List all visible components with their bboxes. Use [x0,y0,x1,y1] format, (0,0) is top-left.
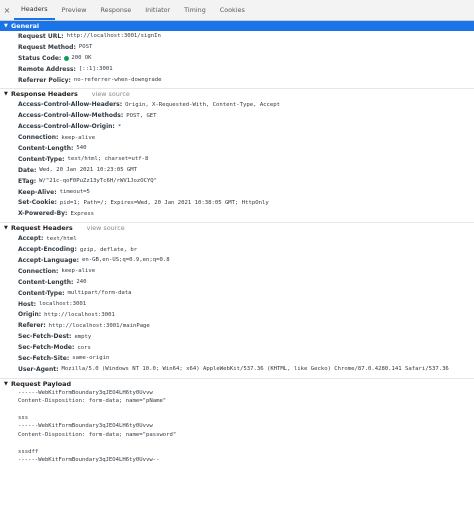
header-value: Wed, 20 Jan 2021 10:23:05 GMT [39,167,138,174]
general-row [0,64,474,75]
general-row [0,31,474,42]
header-row [0,99,474,110]
header-key: Sec-Fetch-Mode: [18,344,75,352]
header-value: cors [77,344,91,351]
header-row [0,299,474,310]
header-value: * [117,123,122,130]
header-value: multipart/form-data [67,290,132,297]
header-value: [::1]:3001 [78,66,113,73]
general-row [0,53,474,64]
payload-line: sss [18,415,29,421]
header-value: http://localhost:3001 [44,311,115,318]
header-value: POST [78,44,93,51]
header-key: Request URL: [18,32,64,40]
payload-line: Content-Disposition: form-data; name="password" [18,431,177,438]
request-headers-section [0,223,474,379]
header-row [0,244,474,255]
close-icon[interactable]: × [3,5,11,15]
payload-line: sssdff [18,448,39,455]
general-row [0,75,474,86]
request-headers-header[interactable] [0,223,474,233]
payload-body [0,389,474,465]
header-value: empty [74,333,92,340]
tab-timing[interactable]: Timing [184,6,206,14]
header-value: same-origin [72,355,110,362]
expand-triangle-icon: ▼ [4,23,8,29]
header-row [0,176,474,187]
header-value: text/html; charset=utf-8 [67,156,149,163]
view-source-link[interactable]: view source [91,90,130,99]
payload-line: Content-Disposition: form-data; name="pName" [18,398,167,405]
header-key: Sec-Fetch-Dest: [18,333,72,341]
header-row [0,110,474,121]
view-source-link[interactable]: view source [86,224,125,233]
header-key: Accept: [18,235,44,243]
header-key: Referer: [18,322,46,330]
header-row [0,364,474,375]
header-value: pid=1; Path=/; Expires=Wed, 20 Jan 2021 10:38:05 GMT; HttpOnly [59,199,269,206]
payload-line: ------WebKitFormBoundary3qJEO4LH6ty0Uvvw [18,423,153,430]
response-headers-header[interactable] [0,89,474,99]
tab-response[interactable]: Response [100,6,132,14]
header-key: Connection: [18,134,59,142]
general-section-header[interactable] [0,21,474,31]
header-value: text/html [46,235,77,242]
header-row [0,266,474,277]
header-key: Access-Control-Allow-Methods: [18,112,124,120]
header-key: Content-Length: [18,278,74,286]
header-value: en-GB,en-US;q=0.9,en;q=0.8 [82,257,170,264]
header-row [0,154,474,165]
header-key: Content-Type: [18,289,65,297]
header-row [0,233,474,244]
header-row [0,197,474,208]
tab-preview[interactable]: Preview [61,6,87,14]
header-key: X-Powered-By: [18,210,68,218]
header-row [0,165,474,176]
header-key: Date: [18,166,37,174]
tab-headers[interactable]: Headers [14,0,55,20]
expand-triangle-icon: ▼ [4,380,8,387]
expand-triangle-icon: ▼ [4,225,8,232]
header-value: POST, GET [126,112,157,119]
header-row [0,143,474,154]
header-key: Content-Length: [18,144,74,152]
general-section-title: General [11,22,40,30]
header-row [0,320,474,331]
payload-line [18,406,474,414]
general-row [0,42,474,53]
header-key: Content-Type: [18,155,65,163]
header-row [0,309,474,320]
header-value: 200 OK [71,55,92,62]
request-payload-title: Request Payload [11,379,72,388]
payload-line [18,439,474,447]
expand-triangle-icon: ▼ [4,91,8,98]
header-key: Remote Address: [18,65,76,73]
header-row [0,353,474,364]
request-headers-title: Request Headers [11,224,73,233]
header-key: Referrer Policy: [18,76,71,84]
header-key: Sec-Fetch-Site: [18,354,70,362]
header-key: Accept-Language: [18,256,80,264]
header-row [0,121,474,132]
header-row [0,187,474,198]
header-value: keep-alive [61,134,96,141]
payload-line: ------WebKitFormBoundary3qJEO4LH6ty0Uvvw-- [18,456,160,463]
header-row [0,288,474,299]
header-key: Status Code: [18,54,62,62]
header-row [0,331,474,342]
header-value: timeout=5 [59,189,90,196]
header-value: Origin, X-Requested-With, Content-Type, Accept [125,101,281,108]
request-payload-header[interactable] [0,379,474,389]
header-value: 240 [76,279,87,286]
header-key: Connection: [18,267,59,275]
header-key: Keep-Alive: [18,188,57,196]
header-value: W/"21c-qoF0PuZz13yTc6H/rWV1JozOCYQ" [39,178,158,185]
header-key: ETag: [18,177,37,185]
header-key: Set-Cookie: [18,199,57,207]
header-key: Access-Control-Allow-Origin: [18,123,115,131]
header-value: gzip, deflate, br [79,246,138,253]
devtools-tab-bar [0,0,474,21]
header-key: Request Method: [18,43,76,51]
header-value: http://localhost:3001/mainPage [48,322,150,329]
header-key: Access-Control-Allow-Headers: [18,101,123,109]
header-row [0,255,474,266]
header-key: Host: [18,300,36,308]
response-headers-title: Response Headers [11,90,78,99]
header-value: no-referrer-when-downgrade [73,77,162,83]
header-row [0,208,474,219]
header-value: Mozilla/5.0 (Windows NT 10.0; Win64; x64) AppleWebKit/537.36 (KHTML, like Gecko) Chrome/87.0.4280.141 Safari/537.36 [61,366,449,373]
request-payload-section [0,379,474,468]
header-value: http://localhost:3001/signIn [66,33,161,40]
general-section [0,21,474,89]
response-headers-section [0,89,474,223]
status-ok-icon [64,56,69,61]
header-row [0,277,474,288]
header-value: localhost:3001 [38,301,87,308]
header-row [0,342,474,353]
header-key: User-Agent: [18,365,59,373]
payload-line: ------WebKitFormBoundary3qJEO4LH6ty0Uvvw [18,389,153,396]
header-key: Origin: [18,311,42,319]
tab-initiator[interactable]: Initiator [145,6,171,14]
header-value: 540 [76,145,87,152]
header-value: Express [70,210,95,217]
header-value: keep-alive [61,268,96,275]
header-row [0,132,474,143]
tab-cookies[interactable]: Cookies [219,6,245,14]
header-key: Accept-Encoding: [18,246,77,254]
